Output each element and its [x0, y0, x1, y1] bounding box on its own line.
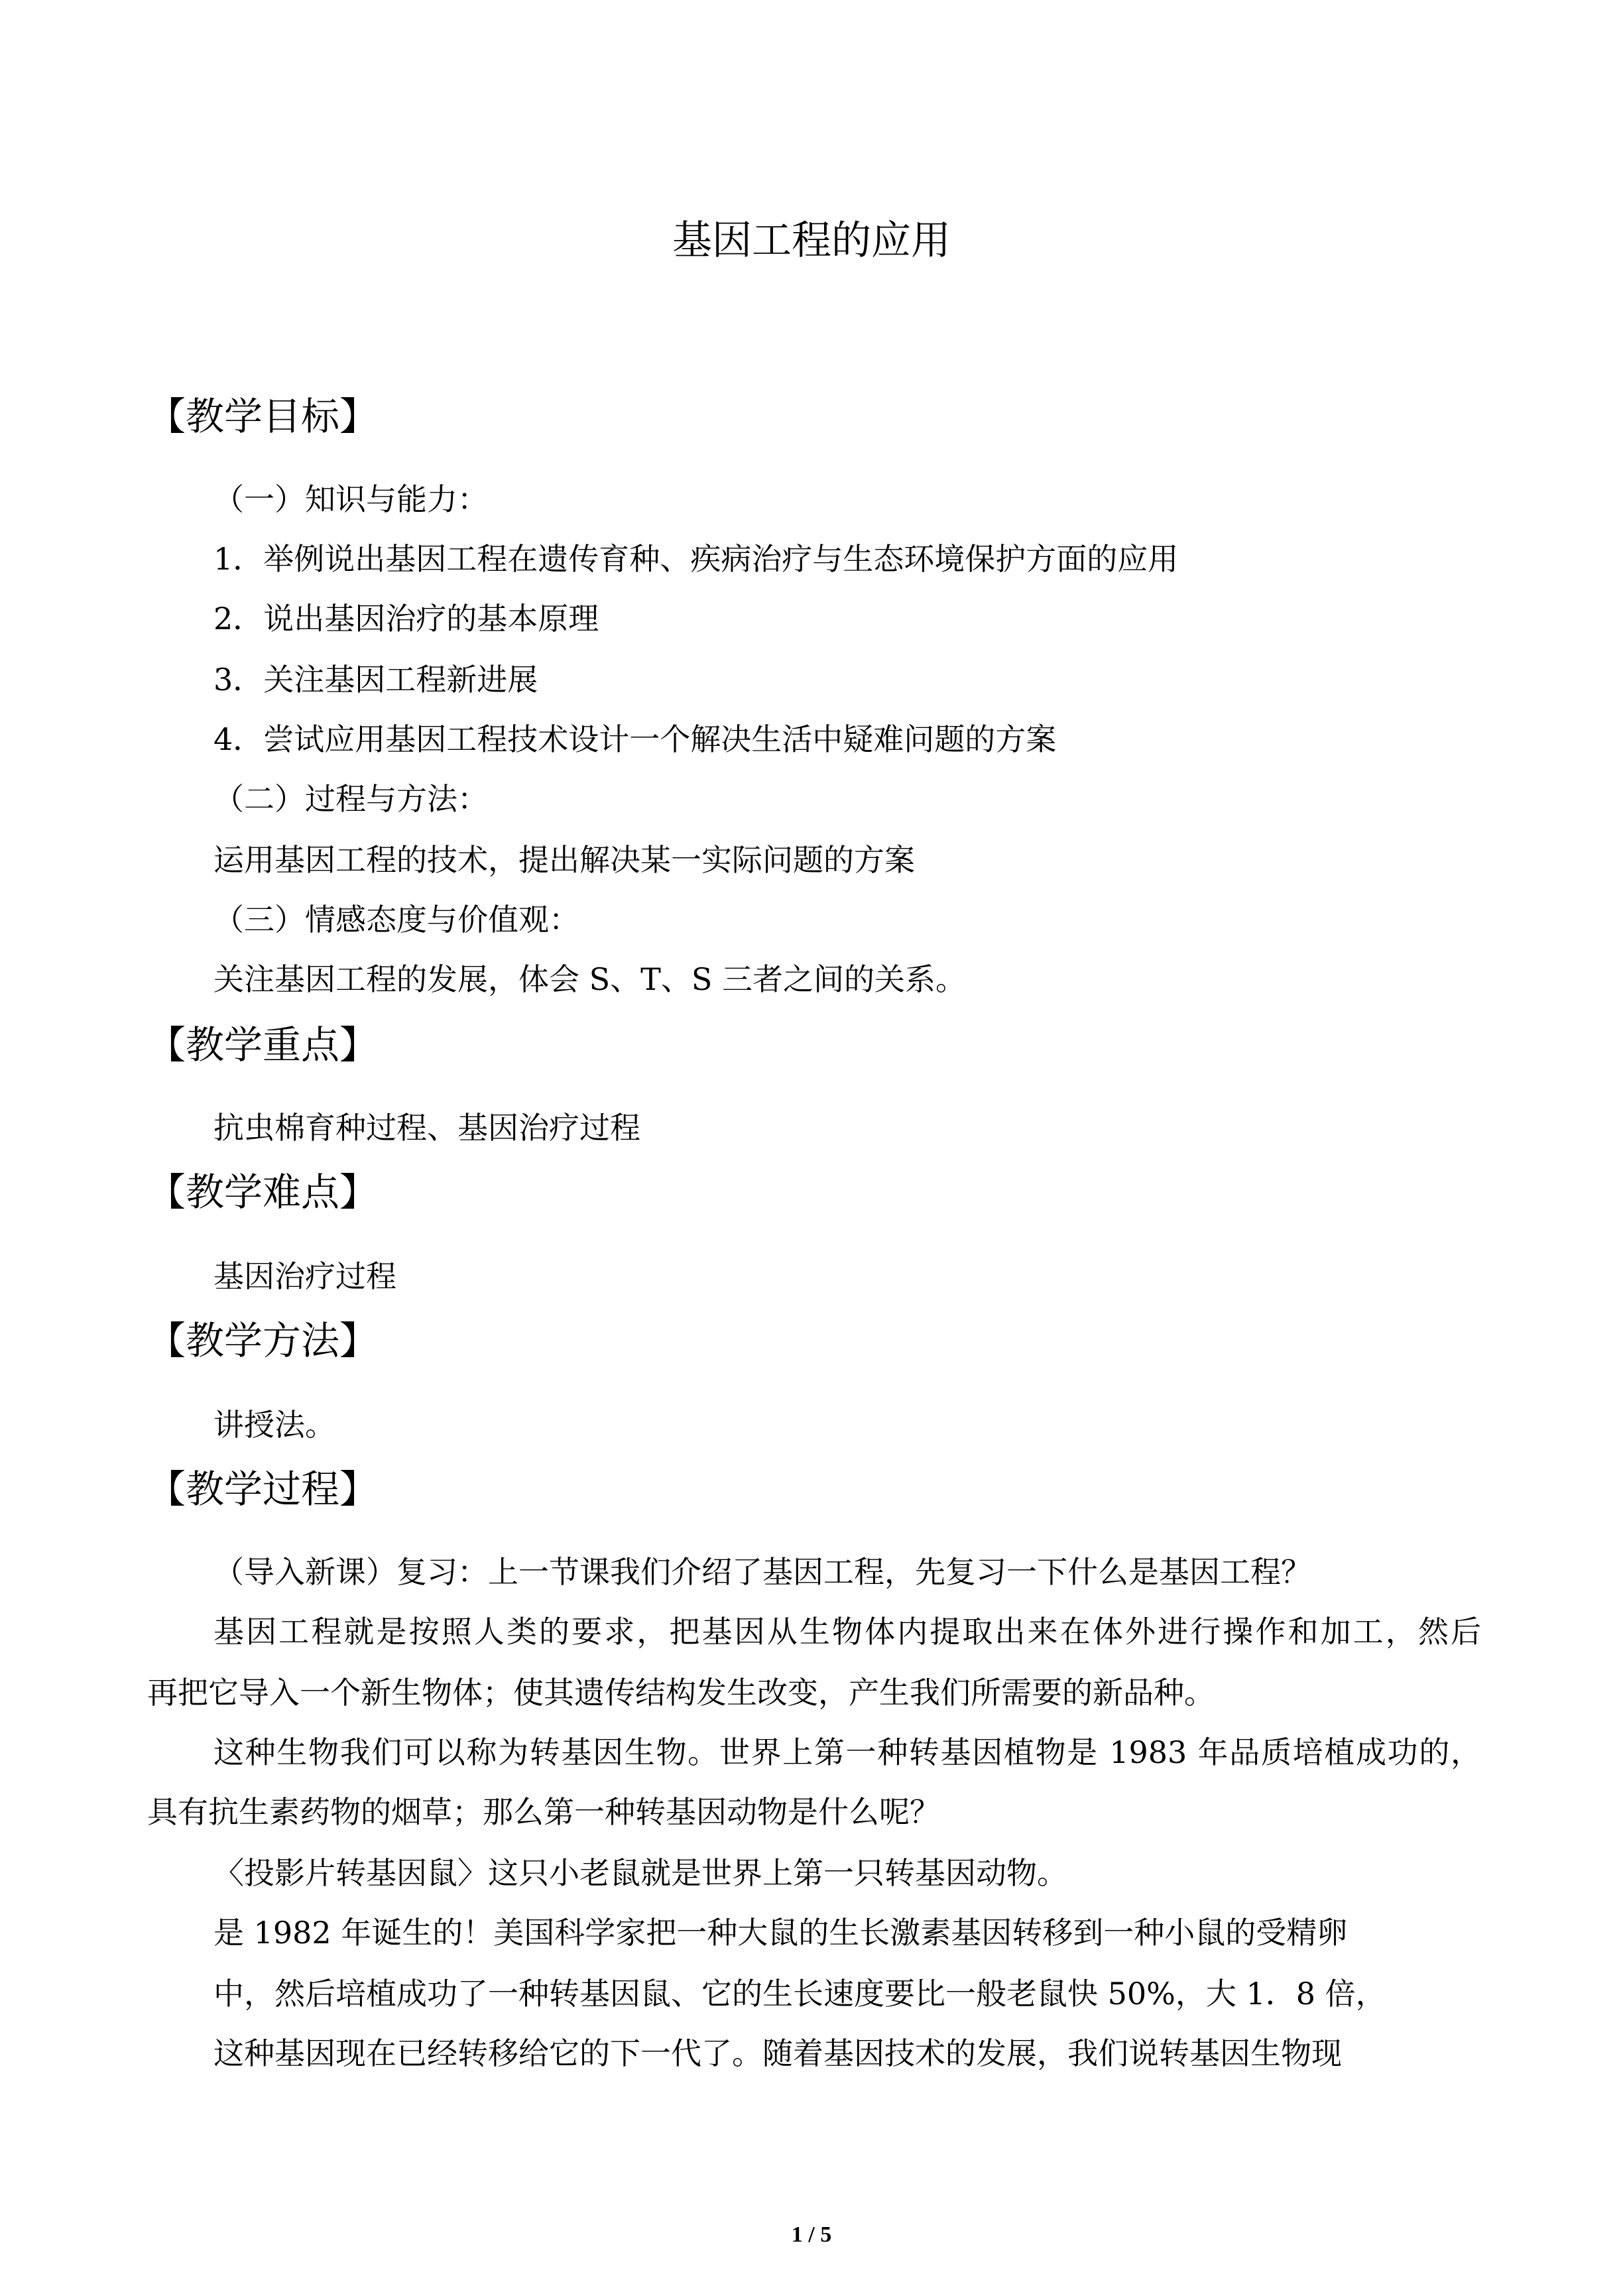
heading-difficulties: 【教学难点】	[147, 1170, 379, 1215]
process-paragraph-1: （导入新课）复习：上一节课我们介绍了基因工程，先复习一下什么是基因工程？	[213, 1554, 1311, 1590]
page-title: 基因工程的应用	[672, 217, 951, 264]
goals-item-3: 3．关注基因工程新进展	[213, 662, 538, 697]
process-paragraph-4: 〈投影片转基因鼠〉这只小老鼠就是世界上第一只转基因动物。	[213, 1855, 1067, 1891]
goals-item-1: 1．举例说出基因工程在遗传育种、疾病治疗与生态环境保护方面的应用	[213, 541, 1179, 577]
methods-text: 讲授法。	[213, 1407, 335, 1443]
process-paragraph-2-line-1: 基因工程就是按照人类的要求，把基因从生物体内提取出来在体外进行操作和加工，然后	[213, 1614, 1481, 1650]
process-paragraph-5-line-1: 是 1982 年诞生的！美国科学家把一种大鼠的生长激素基因转移到一种小鼠的受精卵	[213, 1915, 1348, 1951]
goals-process-text: 运用基因工程的技术，提出解决某一实际问题的方案	[213, 842, 915, 878]
goals-attitude-text: 关注基因工程的发展，体会 S、T、S 三者之间的关系。	[213, 961, 966, 997]
process-paragraph-5-line-3: 这种基因现在已经转移给它的下一代了。随着基因技术的发展，我们说转基因生物现	[213, 2035, 1342, 2071]
process-paragraph-5-line-2: 中，然后培植成功了一种转基因鼠、它的生长速度要比一般老鼠快 50%，大 1．8 倍，	[213, 1976, 1386, 2012]
goals-subheading-attitude: （三）情感态度与价值观：	[213, 902, 579, 937]
process-paragraph-2-line-2: 再把它导入一个新生物体；使其遗传结构发生改变，产生我们所需要的新品种。	[147, 1675, 1215, 1711]
heading-teaching-goals: 【教学目标】	[147, 394, 379, 439]
goals-subheading-process: （二）过程与方法：	[213, 781, 488, 817]
key-points-text: 抗虫棉育种过程、基因治疗过程	[213, 1110, 640, 1146]
process-paragraph-3-line-2: 具有抗生素药物的烟草；那么第一种转基因动物是什么呢？	[147, 1794, 940, 1830]
process-paragraph-3-line-1: 这种生物我们可以称为转基因生物。世界上第一种转基因植物是 1983 年品质培植成功的，	[213, 1734, 1481, 1770]
goals-item-2: 2．说出基因治疗的基本原理	[213, 601, 599, 636]
difficulties-text: 基因治疗过程	[213, 1258, 396, 1294]
goals-subheading-knowledge: （一）知识与能力：	[213, 481, 488, 517]
heading-process: 【教学过程】	[147, 1467, 379, 1512]
heading-key-points: 【教学重点】	[147, 1022, 379, 1067]
heading-methods: 【教学方法】	[147, 1318, 379, 1363]
goals-item-4: 4．尝试应用基因工程技术设计一个解决生活中疑难问题的方案	[213, 721, 1057, 757]
page-number: 1 / 5	[791, 2222, 832, 2247]
